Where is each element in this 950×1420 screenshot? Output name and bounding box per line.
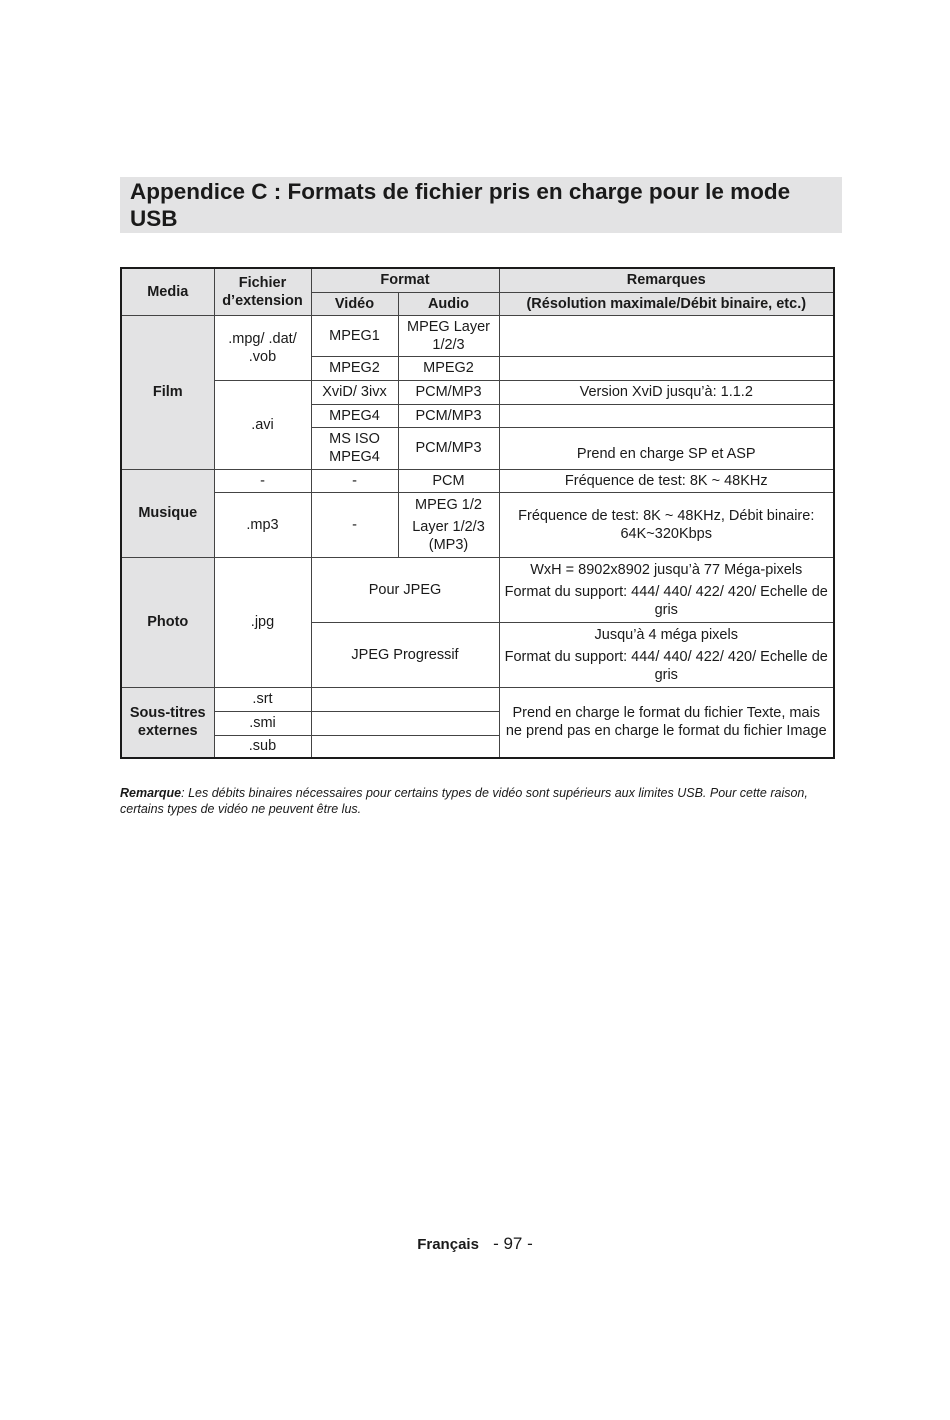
header-video: Vidéo <box>311 292 398 315</box>
audio-cell: MPEG Layer 1/2/3 <box>398 315 499 356</box>
remark-cell <box>499 404 834 427</box>
category-film: Film <box>121 315 214 469</box>
remark-label: Remarque <box>120 786 182 800</box>
remark-cell: Prend en charge SP et ASP <box>499 427 834 469</box>
audio-cell <box>398 492 499 557</box>
video-cell: - <box>311 492 398 557</box>
remark-cell <box>499 315 834 356</box>
table-row <box>121 380 834 404</box>
video-cell: MS ISO MPEG4 <box>311 427 398 469</box>
extension-srt: .srt <box>214 687 311 711</box>
category-music: Musique <box>121 469 214 557</box>
audio-line: Layer 1/2/3 (MP3) <box>412 518 485 553</box>
format-cell: Pour JPEG <box>311 557 499 622</box>
remark-cell: Fréquence de test: 8K ~ 48KHz <box>499 469 834 492</box>
title-banner <box>120 177 842 233</box>
table-row <box>121 492 834 557</box>
audio-cell: PCM/MP3 <box>398 404 499 427</box>
audio-cell: PCM/MP3 <box>398 380 499 404</box>
table-row <box>121 557 834 622</box>
empty-format-cell <box>311 735 499 758</box>
remark-cell <box>499 622 834 687</box>
remark-line: Jusqu’à 4 méga pixels <box>594 626 738 643</box>
remark-line: Format du support: 444/ 440/ 422/ 420/ Echelle de gris <box>504 648 828 683</box>
extension-avi: .avi <box>214 380 311 469</box>
extension-mp3: .mp3 <box>214 492 311 557</box>
page-title: Appendice C : Formats de fichier pris en charge pour le mode USB <box>130 179 791 231</box>
empty-format-cell <box>311 687 499 711</box>
category-photo: Photo <box>121 557 214 687</box>
table-row <box>121 687 834 711</box>
audio-cell: MPEG2 <box>398 356 499 380</box>
video-cell: MPEG2 <box>311 356 398 380</box>
page-number: - 97 - <box>493 1234 533 1253</box>
table-row <box>121 469 834 492</box>
remark-cell: Prend en charge le format du fichier Texte, mais ne prend pas en charge le format du fichier Image <box>499 687 834 758</box>
header-remarks-sub: (Résolution maximale/Débit binaire, etc.) <box>499 292 834 315</box>
supported-formats-table <box>120 267 835 759</box>
remark-note <box>120 785 845 817</box>
remark-cell <box>499 356 834 380</box>
table-row <box>121 315 834 356</box>
extension-jpg: .jpg <box>214 557 311 687</box>
header-extension: Fichier d’extension <box>214 268 311 315</box>
video-cell: - <box>311 469 398 492</box>
extension-cell: - <box>214 469 311 492</box>
remark-cell <box>499 557 834 622</box>
remark-text: : Les débits binaires nécessaires pour certains types de vidéo sont supérieurs aux limites USB. Pour cette raison, certains types de vidéo ne peuvent être lus. <box>120 786 808 816</box>
remark-cell: Version XviD jusqu’à: 1.1.2 <box>499 380 834 404</box>
footer-language: Français <box>417 1236 479 1253</box>
header-audio: Audio <box>398 292 499 315</box>
header-remarks: Remarques <box>499 268 834 292</box>
audio-cell: PCM/MP3 <box>398 427 499 469</box>
header-media: Media <box>121 268 214 315</box>
audio-line: MPEG 1/2 <box>415 496 482 513</box>
extension-sub: .sub <box>214 735 311 758</box>
extension-mpg: .mpg/ .dat/ .vob <box>214 315 311 380</box>
format-cell: JPEG Progressif <box>311 622 499 687</box>
remark-line: WxH = 8902x8902 jusqu’à 77 Méga-pixels <box>530 561 803 578</box>
header-format: Format <box>311 268 499 292</box>
video-cell: XviD/ 3ivx <box>311 380 398 404</box>
empty-format-cell <box>311 711 499 735</box>
page-footer <box>0 1234 950 1254</box>
remark-line: Format du support: 444/ 440/ 422/ 420/ Echelle de gris <box>504 583 828 618</box>
video-cell: MPEG4 <box>311 404 398 427</box>
table-header-row <box>121 268 834 292</box>
category-subtitles: Sous-titres externes <box>121 687 214 758</box>
video-cell: MPEG1 <box>311 315 398 356</box>
audio-cell: PCM <box>398 469 499 492</box>
extension-smi: .smi <box>214 711 311 735</box>
remark-cell: Fréquence de test: 8K ~ 48KHz, Débit binaire: 64K~320Kbps <box>499 492 834 557</box>
